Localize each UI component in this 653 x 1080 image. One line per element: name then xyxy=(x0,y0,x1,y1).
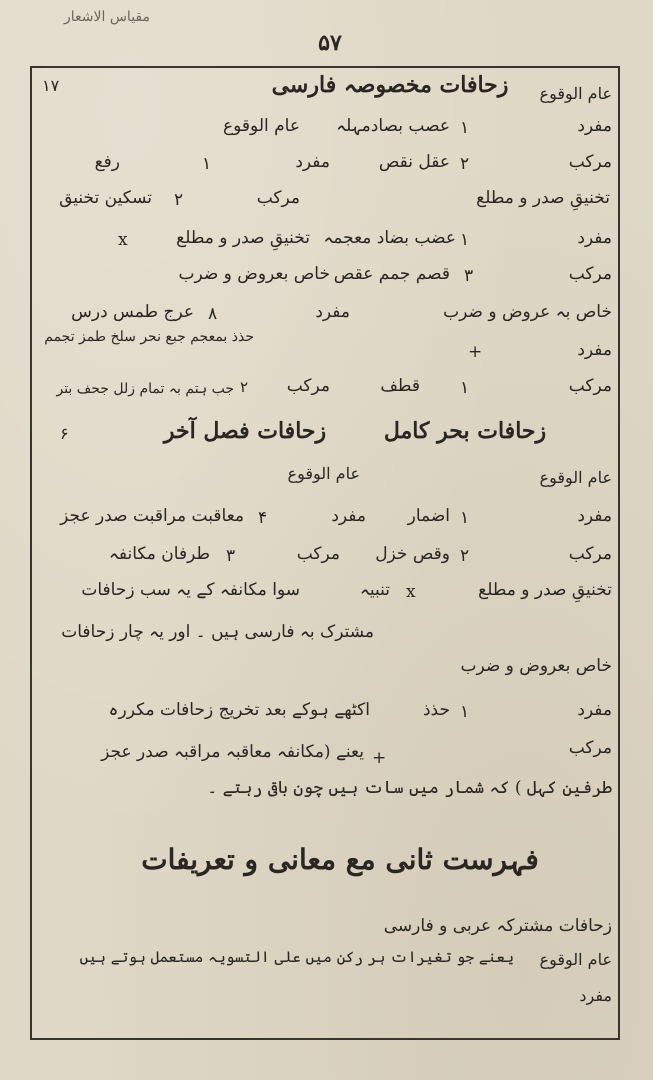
s1-row2-v2: مفرد xyxy=(295,152,330,172)
s1-row7-name: مفرد xyxy=(577,340,612,360)
s2-row5-num: ۱ xyxy=(460,702,470,722)
s1-row5-v2: خاص بعروض و ضرب xyxy=(178,264,330,284)
s1-row7-mark: + xyxy=(468,342,483,362)
s2-row5-v2: اکٹھے ہوکے بعد تخریج زحافات مکررہ xyxy=(108,700,370,720)
s2-row2-n2: ۳ xyxy=(226,546,236,566)
section2-title2: زحافات فصل آخر xyxy=(163,418,327,444)
s2-row4-v1: مشترک بہ فارسی ہیں ۔ اور یہ چار زحافات xyxy=(61,622,374,642)
s2-row3-mark: x xyxy=(406,582,416,602)
s2-row6-v1: یعنے (مکانفہ معاقبہ مراقبہ صدر عجز xyxy=(101,742,364,762)
s2-row1-v1: اضمار xyxy=(407,506,450,526)
s2-row1-n2: ۴ xyxy=(258,508,268,528)
s2-row3-v1: تنبیہ xyxy=(359,580,390,600)
s1-row7-v1: حذذ بمعجم جبع نحر سلخ طمز تجمم xyxy=(44,329,254,345)
s2-row2-v3: طرفان مکانفہ xyxy=(108,544,210,564)
s1-row4-v2: تخنیقِ صدر و مطلع xyxy=(176,228,310,248)
s2-row6-name: مرکب xyxy=(568,738,612,758)
s1-row2-n2: ۱ xyxy=(202,154,212,174)
s2-row4-name: خاص بعروض و ضرب xyxy=(460,656,612,676)
s2-row3-name: تخنیقِ صدر و مطلع xyxy=(478,580,612,600)
s1-row2-v1: عقل نقص xyxy=(378,152,450,172)
s2-row3-v2: سوا مکانفہ کے یہ سب زحافات xyxy=(81,580,300,600)
section2-title: زحافات بحر کامل xyxy=(383,418,547,444)
s2-row6-mark: + xyxy=(372,748,387,768)
s1-row8-v1: قطف xyxy=(380,376,420,396)
s1-row3-v3: تسکین تخنیق xyxy=(59,188,152,208)
s2-row1-v3: معاقبت مراقبت صدر عجز xyxy=(60,506,244,526)
s2-row2-num: ۲ xyxy=(460,546,470,566)
s1-row8-v3: جب ہتم بہ تمام زلل جحف بتر xyxy=(56,381,234,397)
s1-row5-v1: قصم جمم عقص xyxy=(333,264,450,284)
s1-row3-v2: مرکب xyxy=(256,188,300,208)
s2-row2-v1: وقص خزل xyxy=(375,544,450,564)
section3-line3: مفرد xyxy=(579,986,612,1005)
s1-row8-v2: مرکب xyxy=(286,376,330,396)
s1-row5-name: مرکب xyxy=(568,264,612,284)
section1-am: عام الوقوع xyxy=(539,84,612,103)
s2-row7-text: طرفین کہل ) کہ شمار میں سات ہیں چون باقی رہتے ۔ xyxy=(207,778,612,798)
top-note: مقیاس الاشعار xyxy=(64,9,150,25)
s1-row4-num: ۱ xyxy=(460,230,470,250)
section2-count: ۶ xyxy=(60,424,69,443)
s1-row8-num: ۱ xyxy=(460,378,470,398)
s1-row1-v2: عام الوقوع xyxy=(223,116,300,136)
section1-count: ۱۷ xyxy=(42,76,60,95)
section2-am-right: عام الوقوع xyxy=(539,468,612,487)
s1-row1-num: ۱ xyxy=(460,118,470,138)
s2-row1-name: مفرد xyxy=(577,506,612,526)
s1-row2-name: مرکب xyxy=(568,152,612,172)
s1-row8-n2: ۲ xyxy=(240,378,249,396)
s2-row1-v2: مفرد xyxy=(331,506,366,526)
s2-row5-name: مفرد xyxy=(577,700,612,720)
s1-row4-mark: x xyxy=(118,230,128,250)
section2-am-mid: عام الوقوع xyxy=(287,464,360,483)
s1-row1-name: مفرد xyxy=(577,116,612,136)
page-number: ۵۷ xyxy=(318,30,342,56)
s2-row2-name: مرکب xyxy=(568,544,612,564)
s1-row4-name: مفرد xyxy=(577,228,612,248)
s2-row2-v2: مرکب xyxy=(296,544,340,564)
s2-row1-num: ۱ xyxy=(460,508,470,528)
s1-row6-num: ۸ xyxy=(208,304,218,324)
s1-row1-v1: عصب بصادمہلہ xyxy=(336,116,450,136)
section3-line2-text: یعنے جو تغیرات ہر رکن میں علی التسویہ مستعمل ہوتے ہیں xyxy=(79,948,514,966)
s1-row2-v3: رفع xyxy=(94,152,120,172)
section3-line2-label: عام الوقوع xyxy=(539,950,612,969)
s1-row2-num: ۲ xyxy=(460,154,470,174)
s1-row6-v2: عرج طمس درس xyxy=(71,302,194,322)
s1-row8-name: مرکب xyxy=(568,376,612,396)
s2-row5-v1: حذذ xyxy=(422,700,450,720)
section3-title: فہرست ثانی مع معانی و تعریفات xyxy=(141,843,539,876)
section1-title: زحافات مخصوصہ فارسی xyxy=(271,72,509,98)
s1-row4-v1: عضب بضاد معجمہ xyxy=(323,228,456,248)
s1-row6-v1: مفرد xyxy=(315,302,350,322)
s1-row6-name: خاص بہ عروض و ضرب xyxy=(443,302,612,322)
s1-row3-n2: ۲ xyxy=(174,190,184,210)
s1-row5-num: ۳ xyxy=(464,266,474,286)
s1-row3-name: تخنیقِ صدر و مطلع xyxy=(476,188,610,208)
section3-line1: زحافات مشترکہ عربی و فارسی xyxy=(383,916,612,936)
